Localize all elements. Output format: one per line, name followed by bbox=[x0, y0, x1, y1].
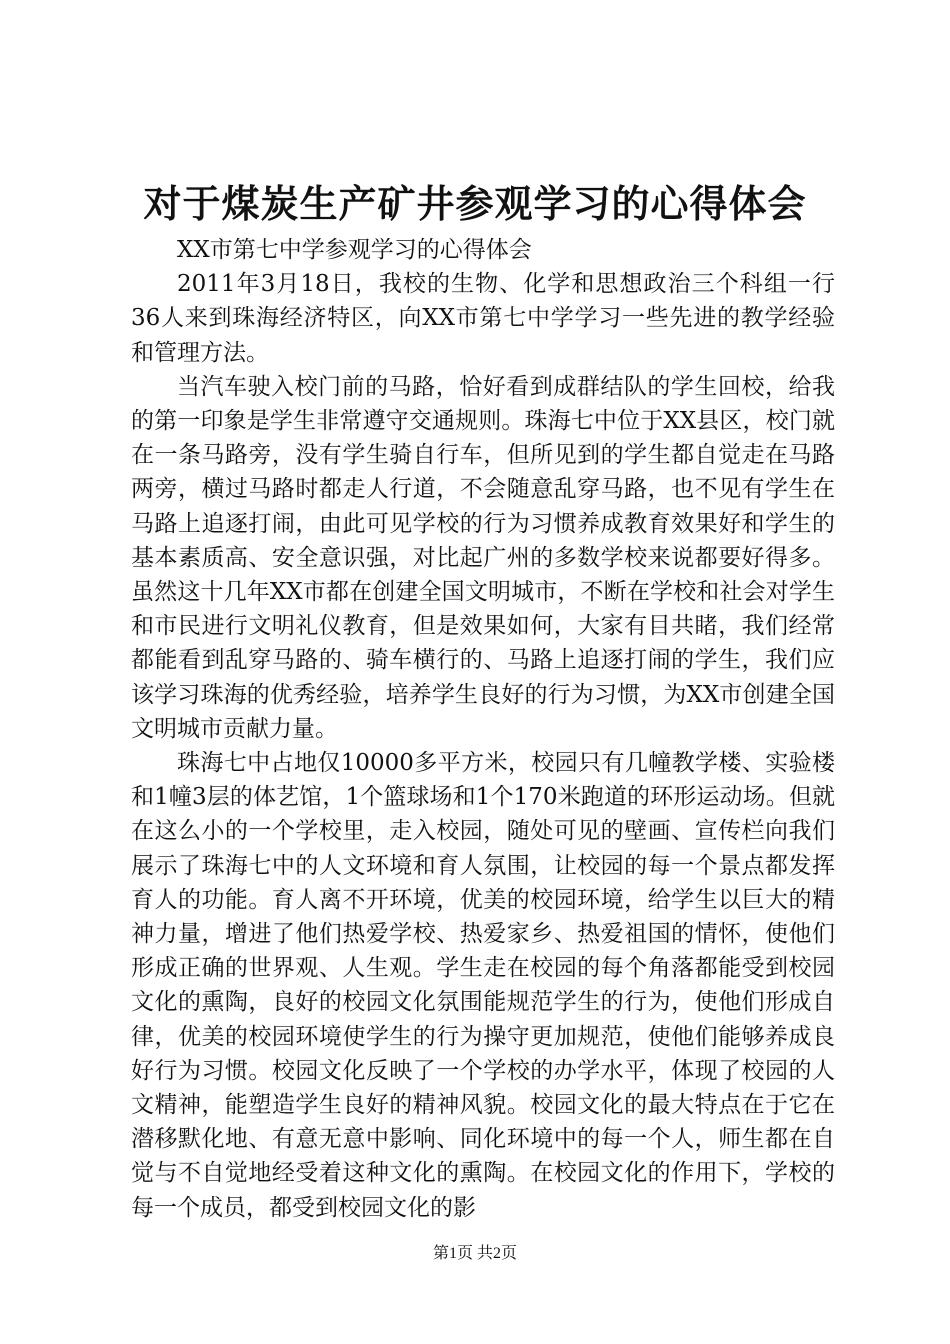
document-body bbox=[131, 233, 835, 1225]
paragraph-traffic-rules: 当汽车驶入校门前的马路，恰好看到成群结队的学生回校，给我的第一印象是学生非常遵守交通规则。珠海七中位于XX县区，校门就在一条马路旁，没有学生骑自行车，但所见到的学生都自觉走在马路两旁，横过马路时都走人行道，不会随意乱穿马路，也不见有学生在马路上追逐打闹，由此可见学校的行为习惯养成教育效果好和学生的基本素质高、安全意识强，对比起广州的多数学校来说都要好得多。虽然这十几年XX市都在创建全国文明城市，不断在学校和社会对学生和市民进行文明礼仪教育，但是效果如何，大家有目共睹，我们经常都能看到乱穿马路的、骑车横行的、马路上追逐打闹的学生，我们应该学习珠海的优秀经验，培养学生良好的行为习惯，为XX市创建全国文明城市贡献力量。 bbox=[131, 373, 835, 742]
subtitle-paragraph: XX市第七中学参观学习的心得体会 bbox=[177, 237, 532, 263]
paragraph-visit-intro: 2011年3月18日，我校的生物、化学和思想政治三个科组一行36人来到珠海经济特区，向XX市第七中学学习一些先进的教学经验和管理方法。 bbox=[131, 271, 835, 366]
document-title: 对于煤炭生产矿井参观学习的心得体会 bbox=[143, 181, 807, 226]
page-number-footer: 第1页 共2页 bbox=[432, 1245, 517, 1262]
paragraph-campus-culture: 珠海七中占地仅10000多平方米，校园只有几幢教学楼、实验楼和1幢3层的体艺馆，1个篮球场和1个170米跑道的环形运动场。但就在这么小的一个学校里，走入校园，随处可见的壁画、宣传栏向我们展示了珠海七中的人文环境和育人氛围，让校园的每一个景点都发挥育人的功能。育人离不开环境，优美的校园环境，给学生以巨大的精神力量，增进了他们热爱学校、热爱家乡、热爱祖国的情怀，使他们形成正确的世界观、人生观。学生走在校园的每个角落都能受到校园文化的熏陶，良好的校园文化氛围能规范学生的行为，使他们形成自律，优美的校园环境使学生的行为操守更加规范，使他们能够养成良好行为习惯。校园文化反映了一个学校的办学水平，体现了校园的人文精神，能塑造学生良好的精神风貌。校园文化的最大特点在于它在潜移默化地、有意无意中影响、同化环境中的每一个人，师生都在自觉与不自觉地经受着这种文化的熏陶。在校园文化的作用下，学校的每一个成员，都受到校园文化的影 bbox=[131, 750, 835, 1221]
